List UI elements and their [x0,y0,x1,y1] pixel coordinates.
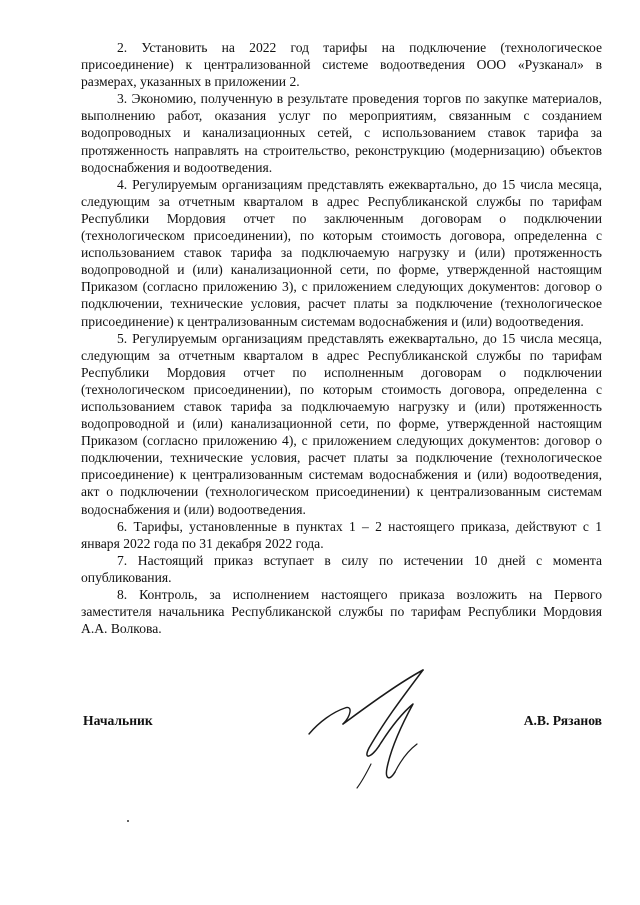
paragraph-7: 7. Настоящий приказ вступает в силу по истечении 10 дней с момента опубликования. [81,552,602,585]
document-body [81,39,602,637]
signatory-title: Начальник [83,713,153,728]
paragraph-8: 8. Контроль, за исполнением настоящего приказа возложить на Первого заместителя начальника Республиканской службы по тарифам Республики Мордовия А.А. Волкова. [81,587,602,637]
handwritten-signature [305,664,455,794]
paragraph-3: 3. Экономию, полученную в результате проведения торгов по закупке материалов, выполнению работ, оказания услуг по мероприятиям, связанным с созданием водопроводных и канализационных сетей, с использованием ставок тарифа за протяженность направлять на строительство, реконструкцию (модернизацию) объектов водоснабжения и водоотведения. [81,91,602,175]
paragraph-6: 6. Тарифы, установленные в пунктах 1 – 2 настоящего приказа, действуют с 1 января 2022 года по 31 декабря 2022 года. [81,518,602,551]
paragraph-5: 5. Регулируемым организациям представлять ежеквартально, до 15 числа месяца, следующим за отчетным кварталом в адрес Республиканской службы по тарифам Республики Мордовия отчет по исполненным договорам о подключении (технологическом присоединении), по которым стоимость договора, определенна с использованием ставок тарифа за подключаемую нагрузку и (или) протяженность водопроводной и (или) канализационной сети, по форме, утвержденной настоящим Приказом (согласно приложению 4), с приложением следующих документов: договор о подключении, технические условия, расчет платы за подключение (технологическое присоединение) к централизованным системам водоснабжения и (или) водоотведения, акт о подключении (технологическом присоединении) к централизованным системам водоснабжения и (или) водоотведения. [81,330,602,517]
paragraph-2: 2. Установить на 2022 год тарифы на подключение (технологическое присоединение) к централизованной системе водоотведения ООО «Рузканал» в размерах, указанных в приложении 2. [81,40,602,90]
paragraph-4: 4. Регулируемым организациям представлять ежеквартально, до 15 числа месяца, следующим за отчетным кварталом в адрес Республиканской службы по тарифам Республики Мордовия отчет по заключенным договорам о подключении (технологическом присоединении), по которым стоимость договора, определенна с использованием ставок тарифа за подключаемую нагрузку и (или) протяженность водопроводной и (или) канализационной сети, по форме, утвержденной настоящим Приказом (согласно приложению 3), с приложением следующих документов: договор о подключении, технические условия, расчет платы за подключение (технологическое присоединение) к централизованным системам водоснабжения и (или) водоотведения. [81,176,602,329]
scan-speck [127,820,129,822]
signatory-name: А.В. Рязанов [523,713,602,728]
